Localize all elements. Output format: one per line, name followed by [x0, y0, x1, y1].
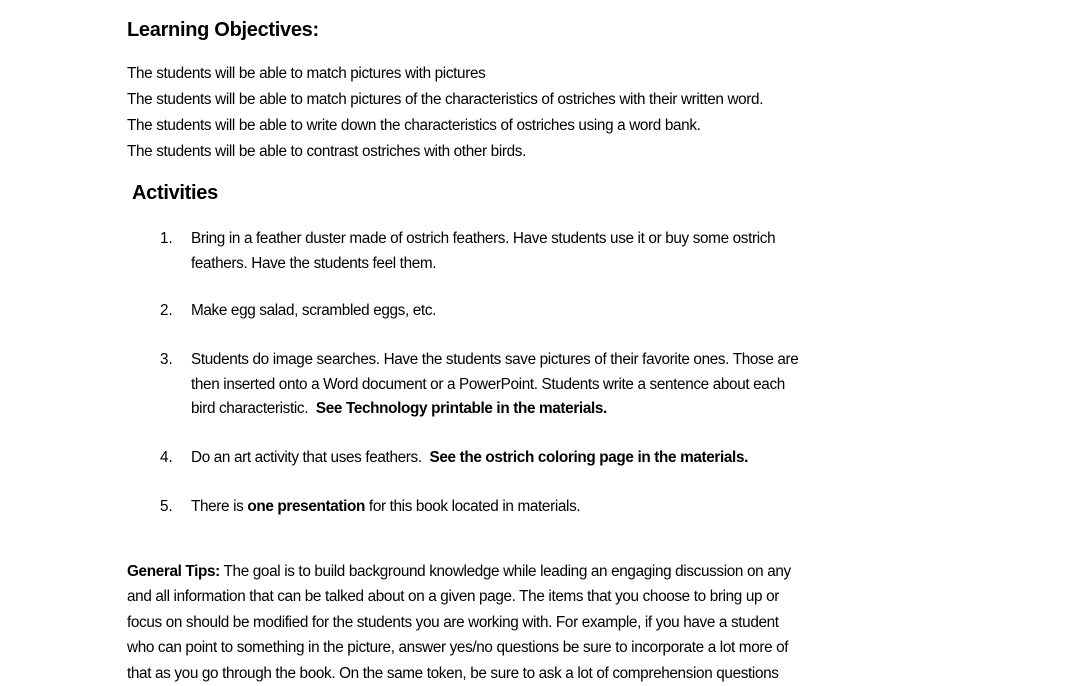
activity-3 [191, 348, 798, 422]
activity-5 [191, 495, 580, 520]
activity-number: 2. [160, 302, 173, 319]
activities-heading: Activities [132, 182, 218, 204]
activity-line: feathers. Have the students feel them. [191, 254, 437, 272]
tips-line: and all information that can be talked about on a given page. The items that you choose to bring up or [127, 588, 779, 606]
tips-line: who can point to something in the picture, answer yes/no questions be sure to incorporate a lot more of [127, 639, 789, 657]
activity-2 [191, 299, 436, 324]
objective-2: The students will be able to match pictures of the characteristics of ostriches with their written word. [127, 91, 764, 108]
activity-line: Students do image searches. Have the students save pictures of their favorite ones. Those are [191, 351, 799, 368]
tips-line: The goal is to build background knowledge while leading an engaging discussion on any [219, 563, 791, 580]
objective-3: The students will be able to write down the characteristics of ostriches using a word bank. [127, 117, 701, 134]
activity-reference: See the ostrich coloring page in the materials. [429, 449, 748, 466]
activity-text: for this book located in materials. [365, 498, 581, 515]
tips-line: that as you go through the book. On the same token, be sure to ask a lot of comprehension questions [127, 664, 779, 682]
activity-line: then inserted onto a Word document or a PowerPoint. Students write a sentence about each [191, 375, 785, 393]
activity-line: Do an art activity that uses feathers. [191, 449, 430, 466]
activity-text: There is [191, 498, 248, 515]
tips-line: focus on should be modified for the students you are working with. For example, if you have a student [127, 613, 779, 631]
objective-1: The students will be able to match pictures with pictures [127, 65, 486, 82]
activity-4 [191, 446, 748, 471]
activity-number: 5. [160, 498, 173, 515]
objective-4: The students will be able to contrast ostriches with other birds. [127, 143, 526, 160]
learning-objectives-heading: Learning Objectives: [127, 19, 319, 41]
activity-number: 3. [160, 351, 173, 368]
activity-number: 4. [160, 449, 173, 466]
activity-emphasis: one presentation [247, 498, 366, 515]
activity-line: Bring in a feather duster made of ostrich feathers. Have students use it or buy some ostrich [191, 230, 776, 247]
activity-reference: See Technology printable in the materials. [315, 400, 607, 417]
activity-number: 1. [160, 230, 173, 247]
general-tips-label: General Tips: [127, 563, 220, 580]
activity-1 [191, 227, 775, 276]
activity-line: Make egg salad, scrambled eggs, etc. [191, 302, 437, 319]
general-tips [127, 559, 791, 686]
activity-line: bird characteristic. [191, 400, 316, 417]
